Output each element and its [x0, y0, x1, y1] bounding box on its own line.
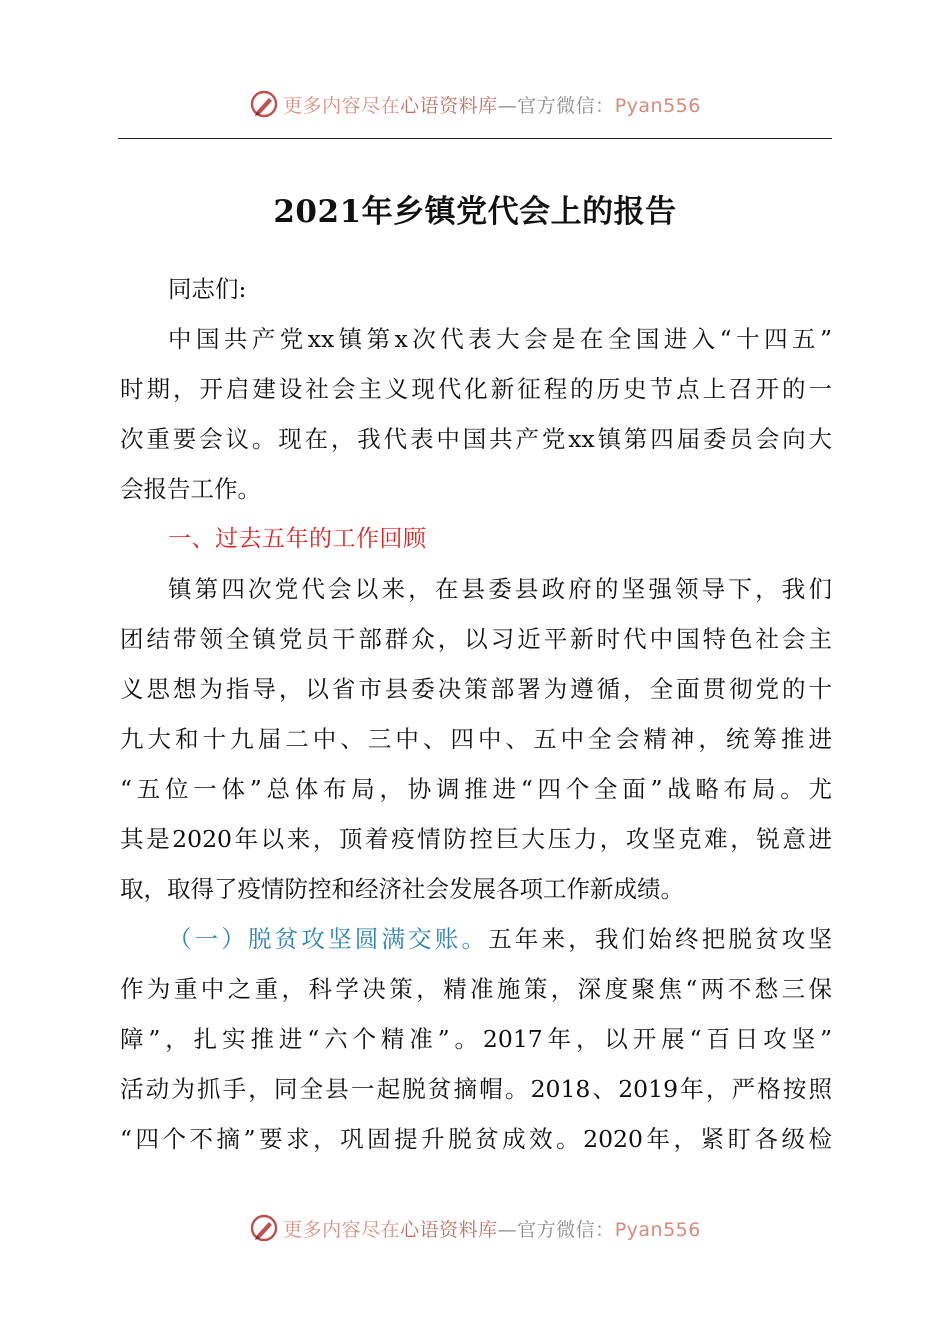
- banner-wechat-label: 官方微信：: [517, 1218, 615, 1241]
- subsection-heading: （一）脱贫攻坚圆满交账。: [168, 925, 489, 953]
- paragraph-line: 九大和十九届二中、三中、四中、五中全会精神，统筹推进: [120, 725, 832, 753]
- banner-highlight: 心语资料库: [400, 94, 498, 117]
- paragraph-line: 义思想为指导，以省市县委决策部署为遵循，全面贯彻党的十: [120, 675, 832, 703]
- banner-text: [283, 1215, 701, 1242]
- pen-logo-icon: [249, 89, 279, 119]
- salutation: 同志们:: [168, 275, 247, 303]
- subsection-first-tail: 五年来，我们始终把脱贫攻坚: [488, 925, 832, 953]
- banner-wechat-id: Pyan556: [614, 1218, 701, 1241]
- banner-prefix: 更多内容尽在: [283, 94, 401, 117]
- banner-dash: —: [497, 1218, 518, 1241]
- pen-logo-icon: [249, 1213, 279, 1243]
- paragraph-line: 障”，扎实推进“六个精准”。2017年，以开展“百日攻坚”: [120, 1025, 832, 1053]
- document-title: 2021年乡镇党代会上的报告: [273, 194, 677, 230]
- banner-dash: —: [497, 94, 518, 117]
- banner-wechat-label: 官方微信：: [517, 94, 615, 117]
- banner-wechat-id: Pyan556: [614, 94, 701, 117]
- paragraph-line: 作为重中之重，科学决策，精准施策，深度聚焦“两不愁三保: [120, 975, 832, 1003]
- paragraph-line: “四个不摘”要求，巩固提升脱贫成效。2020年，紧盯各级检: [120, 1125, 832, 1153]
- paragraph-line: “五位一体”总体布局，协调推进“四个全面”战略布局。尤: [120, 775, 832, 803]
- paragraph-line: 镇第四次党代会以来，在县委县政府的坚强领导下，我们: [168, 575, 832, 603]
- section-heading: 一、过去五年的工作回顾: [168, 526, 427, 552]
- paragraph-line: 团结带领全镇党员干部群众，以习近平新时代中国特色社会主: [120, 625, 832, 653]
- banner-text: [283, 91, 701, 118]
- paragraph-line: 会报告工作。: [120, 475, 261, 503]
- document-body: [120, 264, 832, 1164]
- paragraph-line: 时期，开启建设社会主义现代化新征程的历史节点上召开的一: [120, 375, 832, 403]
- footer-banner: [0, 1208, 950, 1248]
- paragraph-line: 活动为抓手，同全县一起脱贫摘帽。2018、2019年，严格按照: [120, 1075, 832, 1103]
- banner-prefix: 更多内容尽在: [283, 1218, 401, 1241]
- paragraph-line: 次重要会议。现在，我代表中国共产党xx镇第四届委员会向大: [120, 425, 832, 453]
- paragraph-line: 中国共产党xx镇第x次代表大会是在全国进入“十四五”: [168, 325, 832, 353]
- paragraph-line: 其是2020年以来，顶着疫情防控巨大压力，攻坚克难，锐意进: [120, 825, 832, 853]
- header-banner: [0, 84, 950, 124]
- header-rule: [118, 138, 832, 139]
- subsection-first-line: [120, 914, 832, 964]
- paragraph-line: 取，取得了疫情防控和经济社会发展各项工作新成绩。: [120, 875, 684, 903]
- banner-highlight: 心语资料库: [400, 1218, 498, 1241]
